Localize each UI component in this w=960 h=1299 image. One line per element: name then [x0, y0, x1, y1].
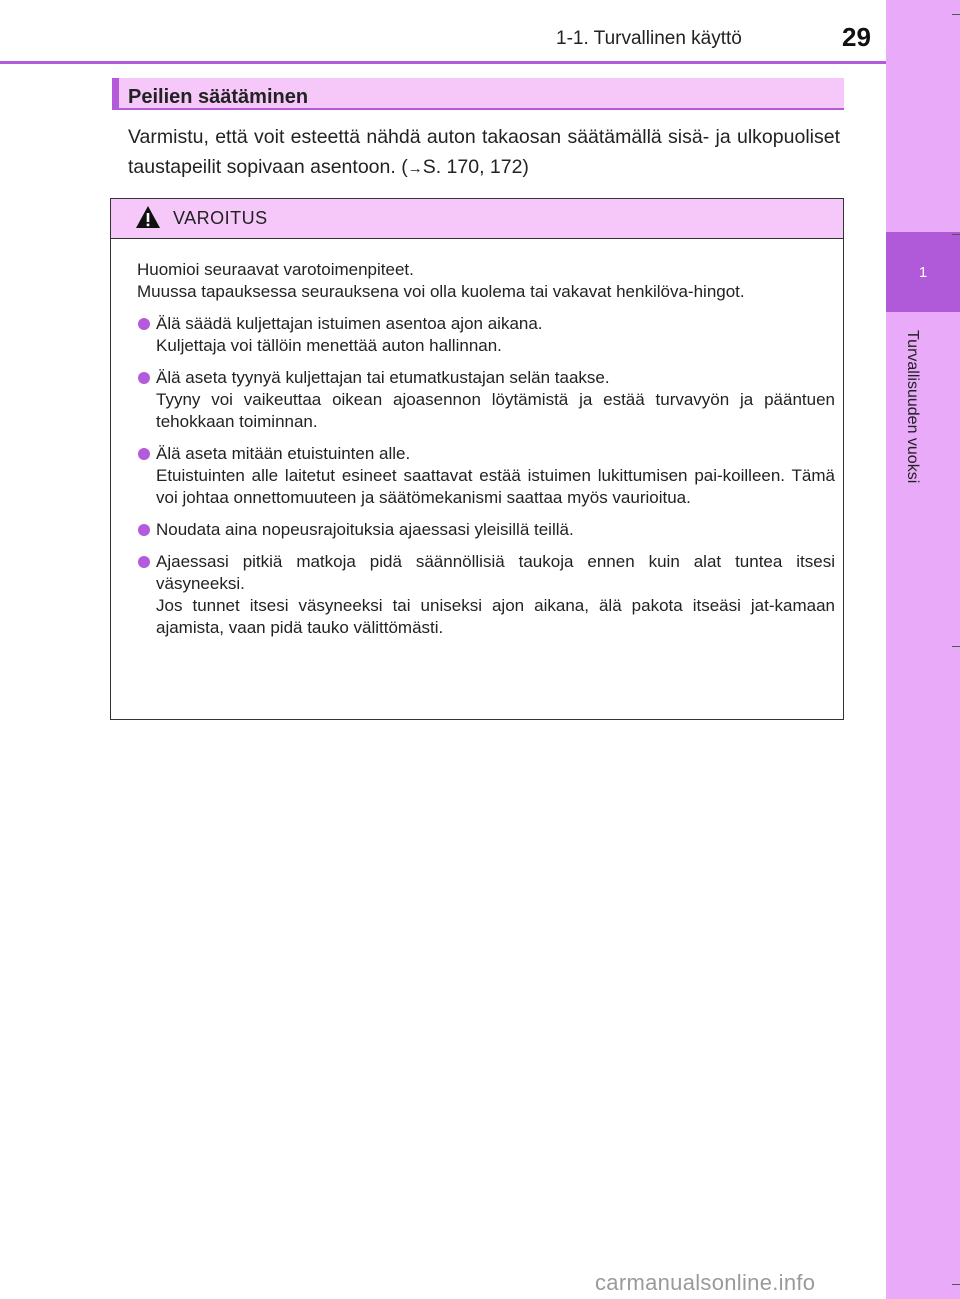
chapter-number-tab[interactable]: 1: [886, 232, 960, 312]
warning-item-line: Älä säädä kuljettajan istuimen asentoa ajon aikana.: [156, 314, 543, 333]
warning-title: VAROITUS: [173, 208, 268, 228]
warning-body: [137, 259, 835, 639]
warning-item-line: Älä aseta tyynyä kuljettajan tai etumatkustajan selän taakse.: [156, 368, 610, 387]
warning-header: [111, 199, 843, 239]
intro-paragraph: [128, 122, 840, 184]
section-title: Peilien säätäminen: [128, 86, 309, 108]
warning-item-line: Älä aseta mitään etuistuinten alle.: [156, 444, 411, 463]
chapter-side-tab: [886, 0, 960, 1299]
warning-item-line: Etuistuinten alle laitetut esineet saattavat estää istuimen lukittumisen pai-koilleen. Tämä voi johtaa onnettomuuteen ja säätömekanismi saattaa myös vaurioitua.: [156, 466, 835, 507]
crop-mark: [952, 1284, 960, 1285]
warning-lead-line: Muussa tapauksessa seurauksena voi olla kuolema tai vakavat henkilöva-hingot.: [137, 282, 745, 301]
warning-box: [110, 198, 844, 720]
watermark: carmanualsonline.info: [595, 1270, 816, 1295]
chapter-label: Turvallisuuden vuoksi: [904, 330, 921, 484]
crop-mark: [952, 234, 960, 235]
bullet-icon: [138, 372, 150, 384]
bullet-icon: [138, 524, 150, 536]
bullet-icon: [138, 556, 150, 568]
bullet-icon: [138, 448, 150, 460]
page-number: 29: [842, 22, 871, 52]
crop-mark: [952, 646, 960, 647]
warning-list-item: [137, 519, 835, 541]
warning-triangle-icon: [135, 205, 161, 229]
warning-list-item: [137, 313, 835, 357]
crop-mark: [952, 14, 960, 15]
warning-list-item: [137, 367, 835, 433]
warning-item-line: Kuljettaja voi tällöin menettää auton hallinnan.: [156, 336, 502, 355]
bullet-icon: [138, 318, 150, 330]
warning-list-item: [137, 551, 835, 639]
warning-item-line: Ajaessasi pitkiä matkoja pidä säännöllisiä taukoja ennen kuin alat tuntea itsesi väsyneeksi.: [156, 552, 835, 593]
page-reference-link[interactable]: S. 170, 172): [422, 156, 529, 178]
arrow-right-icon: →: [407, 160, 423, 177]
header-divider: [0, 61, 886, 64]
warning-lead-line: Huomioi seuraavat varotoimenpiteet.: [137, 260, 414, 279]
intro-text: Varmistu, että voit esteettä nähdä auton takaosan säätämällä sisä- ja ulkopuoliset taustapeilit sopivaan asentoon. (: [128, 126, 840, 178]
warning-list-item: [137, 443, 835, 509]
warning-item-line: Noudata aina nopeusrajoituksia ajaessasi yleisillä teillä.: [156, 520, 574, 539]
warning-item-line: Jos tunnet itsesi väsyneeksi tai uniseksi ajon aikana, älä pakota itseäsi jat-kamaan ajamista, vaan pidä tauko välittömästi.: [156, 596, 835, 637]
warning-item-line: Tyyny voi vaikeuttaa oikean ajoasennon löytämistä ja estää turvavyön ja pääntuen tehokkaan toiminnan.: [156, 390, 835, 431]
running-header-title: 1-1. Turvallinen käyttö: [556, 28, 742, 49]
